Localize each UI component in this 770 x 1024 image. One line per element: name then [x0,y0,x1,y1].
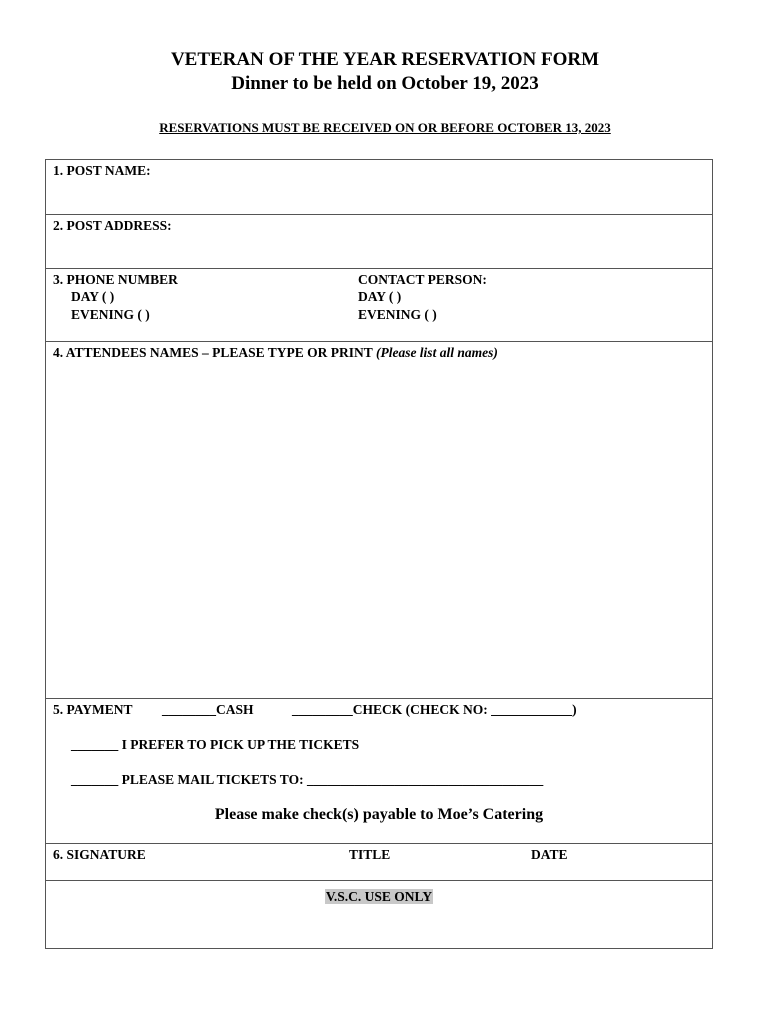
attendees-note: (Please list all names) [375,345,498,360]
cash-option[interactable]: ________CASH [162,702,254,717]
post-name-label: 1. POST NAME: [53,163,151,178]
signature-label: 6. SIGNATURE [53,847,146,862]
attendees-label: 4. ATTENDEES NAMES – PLEASE TYPE OR PRINT (Please list all names) [53,345,498,360]
reservation-form [45,159,713,949]
office-use-row [46,881,712,948]
phone-number-label: 3. PHONE NUMBER [53,272,178,287]
phone-day-field[interactable]: DAY ( ) [71,289,115,304]
post-address-label: 2. POST ADDRESS: [53,218,172,233]
contact-evening-field[interactable]: EVENING ( ) [358,307,437,322]
payment-row [46,699,712,844]
form-title: VETERAN OF THE YEAR RESERVATION FORM [170,49,600,70]
reservation-deadline: RESERVATIONS MUST BE RECEIVED ON OR BEFORE OCTOBER 13, 2023 [159,120,611,135]
form-subtitle: Dinner to be held on October 19, 2023 [231,73,539,94]
payable-note: Please make check(s) payable to Moe’s Catering [214,806,544,823]
phone-evening-field[interactable]: EVENING ( ) [71,307,150,322]
payment-label: 5. PAYMENT [53,702,133,717]
post-address-row[interactable] [46,215,712,269]
office-use-label: V.S.C. USE ONLY [325,889,433,904]
contact-person-label: CONTACT PERSON: [358,272,487,287]
mail-tickets-option[interactable]: _______ PLEASE MAIL TICKETS TO: ___________________________________ [71,772,544,787]
signature-row[interactable] [46,844,712,881]
date-label: DATE [531,847,568,862]
attendees-row[interactable] [46,342,712,699]
contact-day-field[interactable]: DAY ( ) [358,289,402,304]
post-name-row[interactable] [46,160,712,215]
title-label: TITLE [349,847,391,862]
check-option[interactable]: _________CHECK (CHECK NO: ____________) [292,702,577,717]
pickup-tickets-option[interactable]: _______ I PREFER TO PICK UP THE TICKETS [71,737,360,752]
phone-contact-row[interactable] [46,269,712,342]
